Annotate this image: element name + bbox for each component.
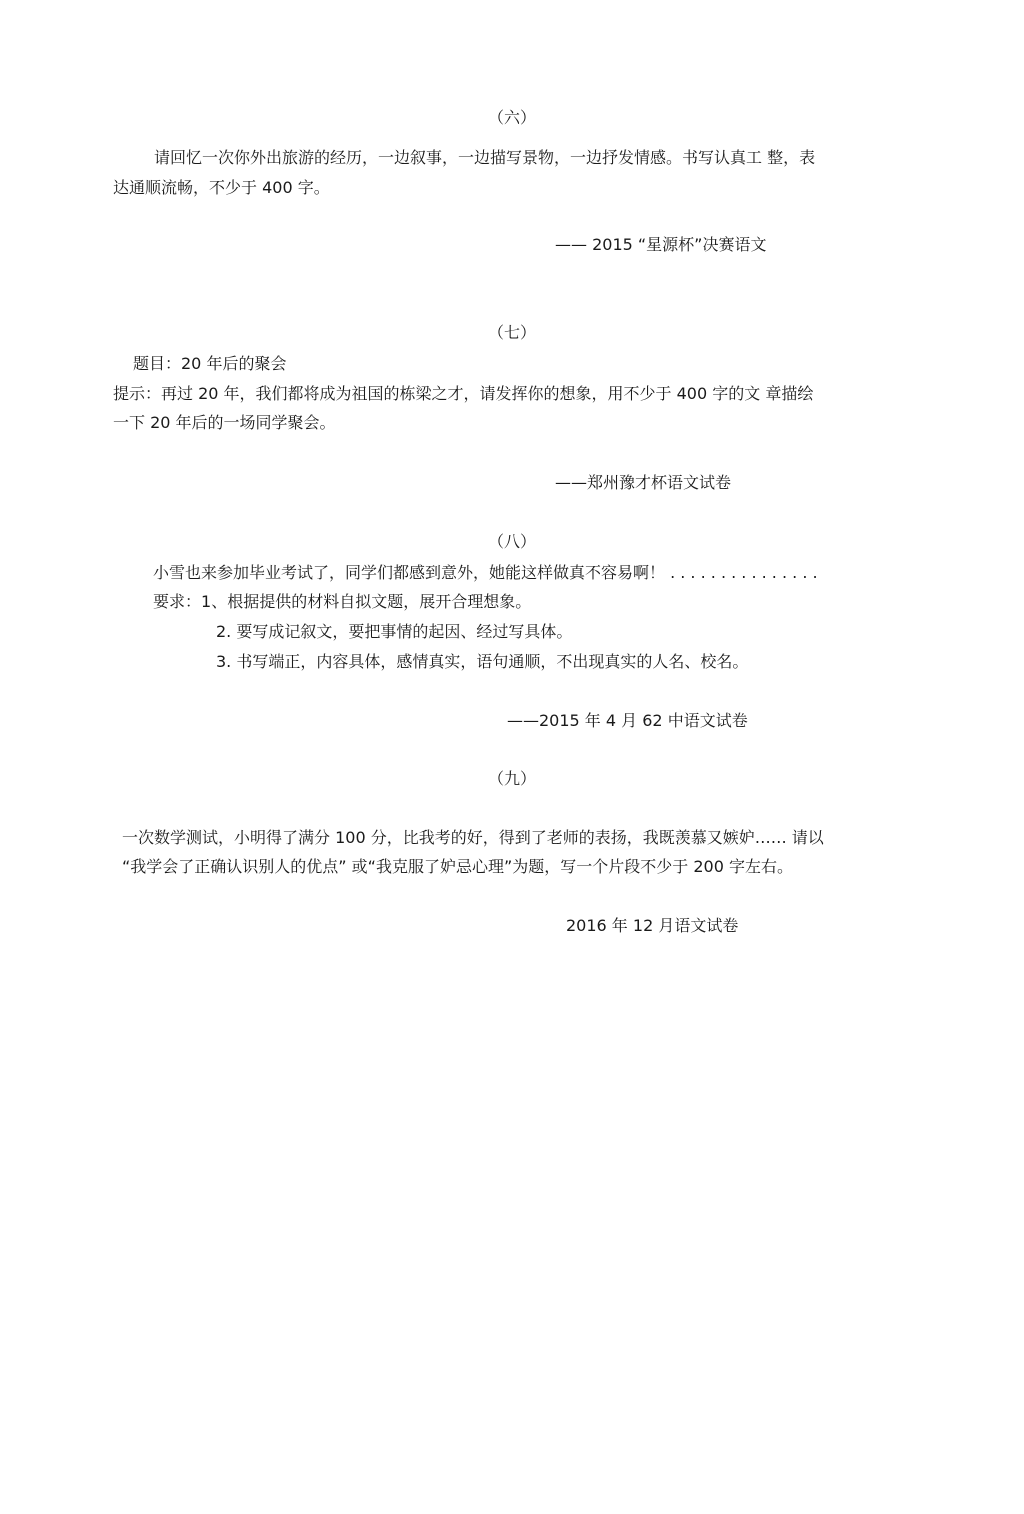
section-heading-8: （八） (487, 532, 536, 551)
section-6-source: —— 2015 “星源杯”决赛语文 (555, 235, 767, 254)
section-7-source: ——郑州豫才杯语文试卷 (555, 473, 732, 492)
section-8-requirements (153, 592, 531, 612)
requirement-3: 3. 书写端正，内容具体，感情真实，语句通顺，不出现真实的人名、校名。 (216, 652, 749, 671)
section-7-line-1: 提示：再过 20 年，我们都将成为祖国的栋梁之才，请发挥你的想象，用不少于 400 字的文 章描绘 (113, 384, 814, 403)
section-heading-9: （九） (487, 769, 536, 788)
section-6-line-1: 请回忆一次你外出旅游的经历，一边叙事，一边描写景物，一边抒发情感。书写认真工 整，表 (154, 148, 816, 167)
section-heading-6: （六） (487, 108, 536, 127)
section-7-line-2: 一下 20 年后的一场同学聚会。 (113, 413, 336, 432)
section-9-source: 2016 年 12 月语文试卷 (566, 916, 739, 935)
section-8-line-1: 小雪也来参加毕业考试了，同学们都感到意外，她能这样做真不容易啊！ . . . . . . . . . . . . . . . (153, 563, 818, 582)
section-8-source: ——2015 年 4 月 62 中语文试卷 (507, 711, 748, 730)
requirement-1: 1、根据提供的材料自拟文题，展开合理想象。 (201, 592, 532, 611)
requirements-label: 要求： (153, 592, 202, 611)
requirement-2: 2. 要写成记叙文，要把事情的起因、经过写具体。 (216, 622, 573, 641)
section-9-line-1: 一次数学测试，小明得了满分 100 分，比我考的好，得到了老师的表扬，我既羡慕又嫉妒…… 请以 (122, 828, 824, 847)
section-7-title: 题目：20 年后的聚会 (133, 354, 287, 373)
section-9-line-2: “我学会了正确认识别人的优点” 或“我克服了妒忌心理”为题，写一个片段不少于 200 字左右。 (122, 857, 793, 876)
section-6-line-2: 达通顺流畅，不少于 400 字。 (113, 178, 330, 197)
section-heading-7: （七） (487, 323, 536, 342)
